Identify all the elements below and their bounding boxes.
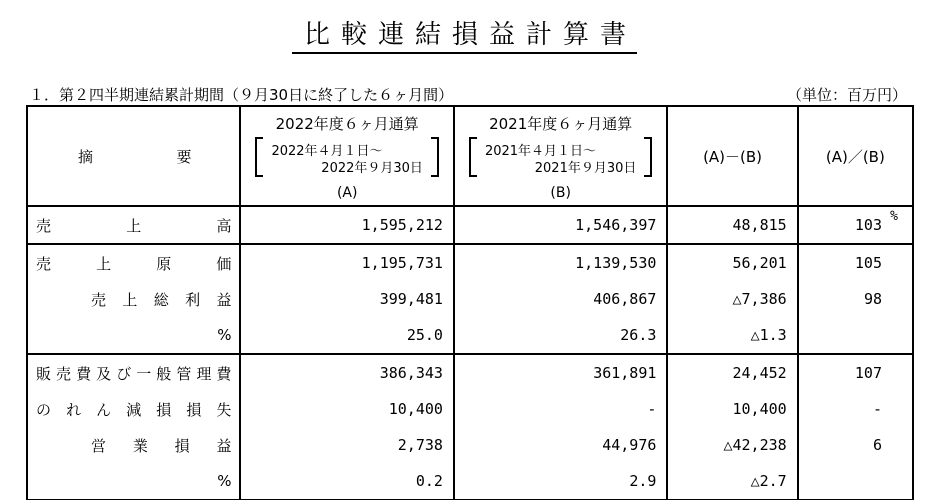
row-label — [27, 281, 240, 317]
label-char: 般 — [156, 364, 172, 383]
label-char: 高 — [216, 216, 232, 235]
label-char: 上 — [122, 290, 138, 309]
label-char: 売 — [56, 364, 72, 383]
label-char: 減 — [126, 400, 142, 419]
label-char: の — [36, 400, 52, 419]
cell-difference: 24,452 — [667, 354, 797, 391]
cell-current: 2,738 — [240, 427, 453, 463]
percent-mark: % — [890, 209, 898, 224]
cell-ratio: 98 — [798, 281, 913, 317]
label-char: 益 — [216, 290, 232, 309]
cell-ratio — [798, 317, 913, 354]
cell-difference: △42,238 — [667, 427, 797, 463]
label-char: 利 — [185, 290, 201, 309]
table-header-row — [27, 106, 913, 206]
label-char: 及 — [96, 364, 112, 383]
income-statement-table — [26, 105, 914, 500]
label-char: び — [116, 364, 132, 383]
document-title: 比較連結損益計算書 — [0, 14, 929, 51]
label-char: 損 — [174, 436, 190, 455]
table-row — [27, 391, 913, 427]
cell-difference: 10,400 — [667, 391, 797, 427]
row-label — [27, 391, 240, 427]
row-label — [27, 206, 240, 244]
cell-ratio: 6 — [798, 427, 913, 463]
label-char: 管 — [176, 364, 192, 383]
cell-prior: 1,546,397 — [454, 206, 667, 244]
row-label: % — [27, 463, 240, 500]
label-char: 益 — [216, 436, 232, 455]
cell-ratio: 105 — [798, 244, 913, 281]
cell-prior: 2.9 — [454, 463, 667, 500]
cell-difference: △7,386 — [667, 281, 797, 317]
label-char: 販 — [36, 364, 52, 383]
row-label — [27, 427, 240, 463]
cell-ratio: - — [798, 391, 913, 427]
cell-prior: - — [454, 391, 667, 427]
cell-difference: 48,815 — [667, 206, 797, 244]
label-char: ん — [96, 400, 112, 419]
label-char: 失 — [216, 400, 232, 419]
cell-prior: 406,867 — [454, 281, 667, 317]
cell-current: 1,595,212 — [240, 206, 453, 244]
row-label: % — [27, 317, 240, 354]
cell-prior: 361,891 — [454, 354, 667, 391]
cell-current: 0.2 — [240, 463, 453, 500]
row-label — [27, 244, 240, 281]
cell-ratio: 107 — [798, 354, 913, 391]
header-description: 摘 要 — [27, 106, 240, 206]
label-char: 上 — [126, 216, 142, 235]
unit-label: （単位：百万円） — [786, 86, 907, 104]
cell-prior: 1,139,530 — [454, 244, 667, 281]
header-difference: (A)－(B) — [667, 106, 797, 206]
row-label — [27, 354, 240, 391]
header-current-period: 2022年度６ヶ月通算 2022年４月１日～ 2022年９月30日 (A) — [240, 106, 453, 206]
cell-prior: 26.3 — [454, 317, 667, 354]
label-char: 損 — [186, 400, 202, 419]
label-char: 費 — [216, 364, 232, 383]
cell-difference: △2.7 — [667, 463, 797, 500]
label-char: 売 — [36, 254, 52, 273]
header-prior-period: 2021年度６ヶ月通算 2021年４月１日～ 2021年９月30日 (B) — [454, 106, 667, 206]
header-ratio: (A)／(B) — [798, 106, 913, 206]
label-char: 営 — [91, 436, 107, 455]
label-char: 上 — [96, 254, 112, 273]
cell-prior: 44,976 — [454, 427, 667, 463]
label-char: 売 — [91, 290, 107, 309]
label-char: 理 — [196, 364, 212, 383]
cell-ratio: 103 % — [798, 206, 913, 244]
label-char: 損 — [156, 400, 172, 419]
period-subtitle: １．第２四半期連結累計期間（９月30日に終了した６ヶ月間） — [29, 86, 454, 104]
cell-current: 10,400 — [240, 391, 453, 427]
label-char: 業 — [132, 436, 148, 455]
label-char: 価 — [216, 254, 232, 273]
table-row — [27, 317, 913, 354]
table-row — [27, 427, 913, 463]
period-bracket: 2022年４月１日～ 2022年９月30日 — [255, 137, 438, 177]
table-row — [27, 281, 913, 317]
table-row — [27, 206, 913, 244]
label-char: 売 — [36, 216, 52, 235]
cell-current: 399,481 — [240, 281, 453, 317]
table-row — [27, 463, 913, 500]
label-char: 総 — [153, 290, 169, 309]
label-char: 原 — [156, 254, 172, 273]
period-bracket: 2021年４月１日～ 2021年９月30日 — [469, 137, 652, 177]
cell-difference: △1.3 — [667, 317, 797, 354]
cell-difference: 56,201 — [667, 244, 797, 281]
cell-current: 25.0 — [240, 317, 453, 354]
cell-ratio — [798, 463, 913, 500]
label-char: 一 — [136, 364, 152, 383]
label-char: れ — [66, 400, 82, 419]
cell-current: 1,195,731 — [240, 244, 453, 281]
label-char: 費 — [76, 364, 92, 383]
cell-current: 386,343 — [240, 354, 453, 391]
table-row — [27, 244, 913, 281]
table-row — [27, 354, 913, 391]
